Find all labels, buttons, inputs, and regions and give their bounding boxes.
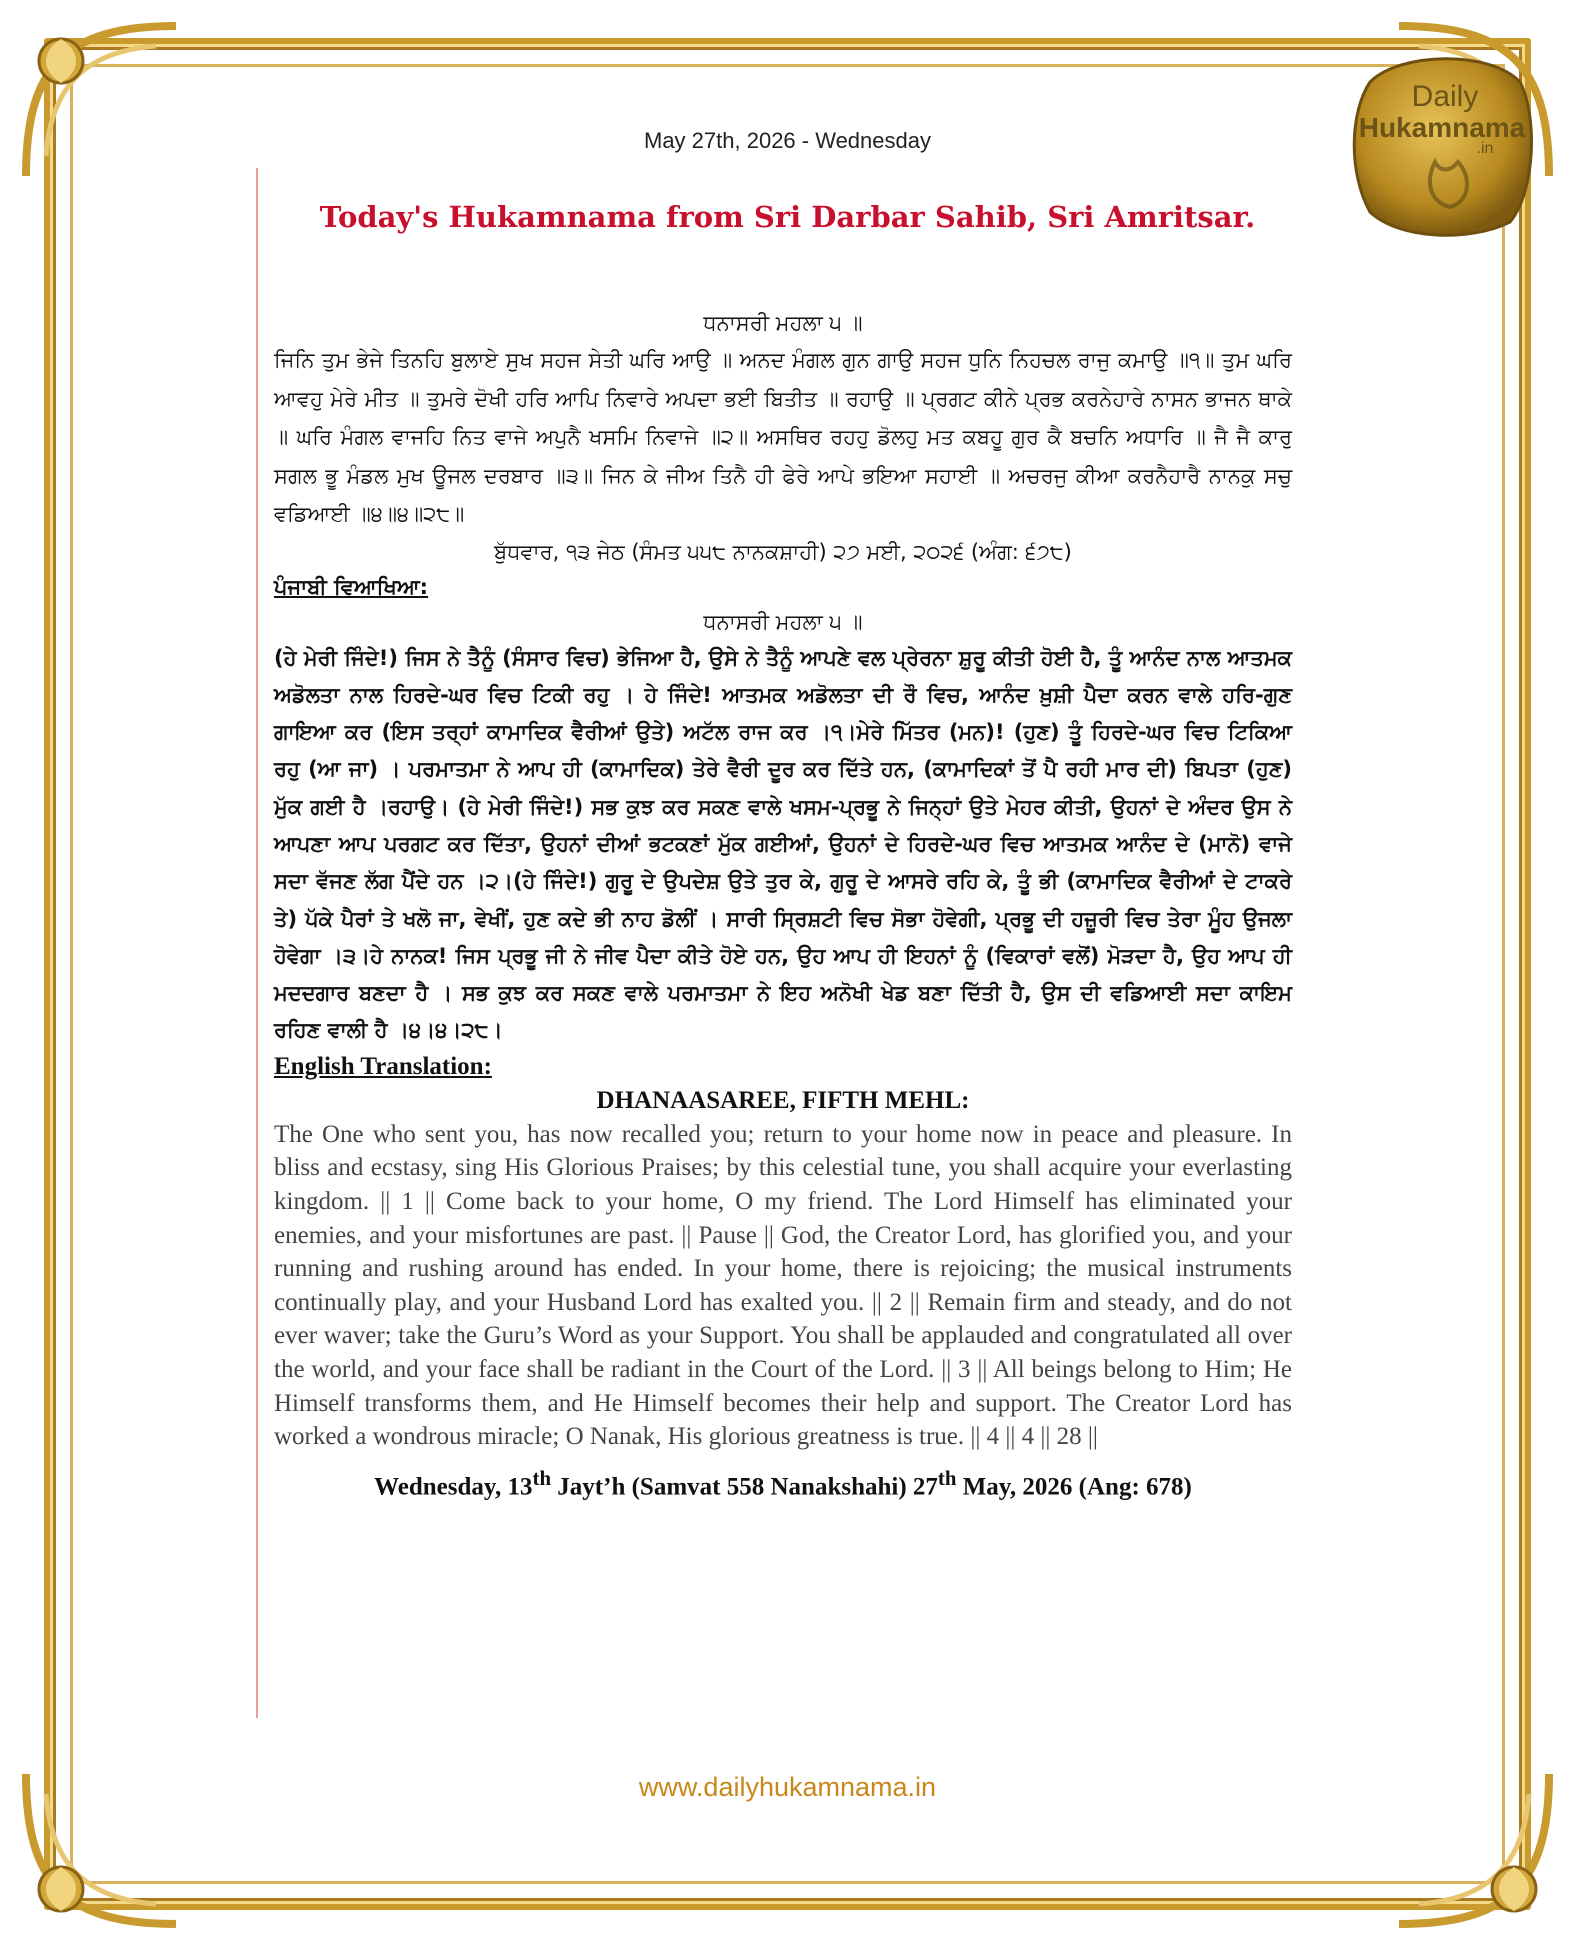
margin-rule [256,168,258,1718]
gurmukhi-date: ਬੁੱਧਵਾਰ, ੧੩ ਜੇਠ (ਸੰਮਤ ੫੫੮ ਨਾਨਕਸ਼ਾਹੀ) ੨੭ ਮਈ, ੨੦੨੬ (ਅੰਗ: ੬੭੮) [494,539,1072,564]
english-date-weekday: Wednesday, 13 [374,1473,533,1501]
english-date-sup-2: th [937,1465,957,1490]
page-title: Today's Hukamnama from Sri Darbar Sahib, Sri Amritsar. [319,200,1256,234]
seal-text-hukamnama: Hukamnama [1358,112,1526,143]
english-date-line [274,1458,1292,1507]
english-date-sup-1: th [532,1465,552,1490]
shabad-text: ਜਿਨਿ ਤੁਮ ਭੇਜੇ ਤਿਨਹਿ ਬੁਲਾਏ ਸੁਖ ਸਹਜ ਸੇਤੀ ਘਰਿ ਆਉ ॥ ਅਨਦ ਮੰਗਲ ਗੁਨ ਗਾਉ ਸਹਜ ਧੁਨਿ ਨਿਹਚਲ ਰਾਜੁ ਕਮਾਉ ॥੧॥ ਤੁਮ ਘਰਿ ਆਵਹੁ ਮੇਰੇ ਮੀਤ ॥ ਤੁਮਰੇ ਦੋਖੀ ਹਰਿ ਆਪਿ ਨਿਵਾਰੇ ਅਪਦਾ ਭਈ ਬਿਤੀਤ ॥ ਰਹਾਉ ॥ ਪ੍ਰਗਟ ਕੀਨੇ ਪ੍ਰਭ ਕਰਨੇਹਾਰੇ ਨਾਸਨ ਭਾਜਨ ਥਾਕੇ ॥ ਘਰਿ ਮੰਗਲ ਵਾਜਹਿ ਨਿਤ ਵਾਜੇ ਅਪੁਨੈ ਖਸਮਿ ਨਿਵਾਜੇ ॥੨॥ ਅਸਥਿਰ ਰਹਹੁ ਡੋਲਹੁ ਮਤ ਕਬਹੂ ਗੁਰ ਕੈ ਬਚਨਿ ਅਧਾਰਿ ॥ ਜੈ ਜੈ ਕਾਰੁ ਸਗਲ ਭੂ ਮੰਡਲ ਮੁਖ ਊਜਲ ਦਰਬਾਰ ॥੩॥ ਜਿਨ ਕੇ ਜੀਅ ਤਿਨੈ ਹੀ ਫੇਰੇ ਆਪੇ ਭਇਆ ਸਹਾਈ ॥ ਅਚਰਜੁ ਕੀਆ ਕਰਨੈਹਾਰੈ ਨਾਨਕੁ ਸਚੁ ਵਡਿਆਈ ॥੪॥੪॥੨੮॥ [274,348,1292,526]
english-translation-label: English Translation: [274,1052,492,1080]
date-line: May 27th, 2026 - Wednesday [644,128,931,153]
raag-heading: ਧਨਾਸਰੀ ਮਹਲਾ ੫ ॥ [703,311,863,335]
punjabi-explanation-label: ਪੰਜਾਬੀ ਵਿਆਖਿਆ: [274,574,429,599]
punjabi-explanation: (ਹੇ ਮੇਰੀ ਜਿੰਦੇ!) ਜਿਸ ਨੇ ਤੈਨੂੰ (ਸੰਸਾਰ ਵਿਚ) ਭੇਜਿਆ ਹੈ, ਉਸੇ ਨੇ ਤੈਨੂੰ ਆਪਣੇ ਵਲ ਪ੍ਰੇਰਨਾ ਸ਼ੁਰੂ ਕੀਤੀ ਹੋਈ ਹੈ, ਤੂੰ ਆਨੰਦ ਨਾਲ ਆਤਮਕ ਅਡੋਲਤਾ ਨਾਲ ਹਿਰਦੇ-ਘਰ ਵਿਚ ਟਿਕੀ ਰਹੁ । ਹੇ ਜਿੰਦੇ! ਆਤਮਕ ਅਡੋਲਤਾ ਦੀ ਰੌ ਵਿਚ, ਆਨੰਦ ਖ਼ੁਸ਼ੀ ਪੈਦਾ ਕਰਨ ਵਾਲੇ ਹਰਿ-ਗੁਣ ਗਾਇਆ ਕਰ (ਇਸ ਤਰ੍ਹਾਂ ਕਾਮਾਦਿਕ ਵੈਰੀਆਂ ਉਤੇ) ਅਟੱਲ ਰਾਜ ਕਰ ।੧।ਮੇਰੇ ਮਿੱਤਰ (ਮਨ)! (ਹੁਣ) ਤੂੰ ਹਿਰਦੇ-ਘਰ ਵਿਚ ਟਿਕਿਆ ਰਹੁ (ਆ ਜਾ) । ਪਰਮਾਤਮਾ ਨੇ ਆਪ ਹੀ (ਕਾਮਾਦਿਕ) ਤੇਰੇ ਵੈਰੀ ਦੂਰ ਕਰ ਦਿੱਤੇ ਹਨ, (ਕਾਮਾਦਿਕਾਂ ਤੋਂ ਪੈ ਰਹੀ ਮਾਰ ਦੀ) ਬਿਪਤਾ (ਹੁਣ) ਮੁੱਕ ਗਈ ਹੈ ।ਰਹਾਉ। (ਹੇ ਮੇਰੀ ਜਿੰਦੇ!) ਸਭ ਕੁਝ ਕਰ ਸਕਣ ਵਾਲੇ ਖਸਮ-ਪ੍ਰਭੂ ਨੇ ਜਿਨ੍ਹਾਂ ਉਤੇ ਮੇਹਰ ਕੀਤੀ, ਉਹਨਾਂ ਦੇ ਅੰਦਰ ਉਸ ਨੇ ਆਪਣਾ ਆਪ ਪਰਗਟ ਕਰ ਦਿੱਤਾ, ਉਹਨਾਂ ਦੀਆਂ ਭਟਕਣਾਂ ਮੁੱਕ ਗਈਆਂ, ਉਹਨਾਂ ਦੇ ਹਿਰਦੇ-ਘਰ ਵਿਚ ਆਤਮਕ ਆਨੰਦ ਦੇ (ਮਾਨੋ) ਵਾਜੇ ਸਦਾ ਵੱਜਣ ਲੱਗ ਪੈਂਦੇ ਹਨ ।੨।(ਹੇ ਜਿੰਦੇ!) ਗੁਰੂ ਦੇ ਉਪਦੇਸ਼ ਉਤੇ ਤੁਰ ਕੇ, ਗੁਰੂ ਦੇ ਆਸਰੇ ਰਹਿ ਕੇ, ਤੂੰ ਭੀ (ਕਾਮਾਦਿਕ ਵੈਰੀਆਂ ਦੇ ਟਾਕਰੇ ਤੇ) ਪੱਕੇ ਪੈਰਾਂ ਤੇ ਖਲੋ ਜਾ, ਵੇਖੀਂ, ਹੁਣ ਕਦੇ ਭੀ ਨਾਹ ਡੋਲੀਂ । ਸਾਰੀ ਸ੍ਰਿਸ਼ਟੀ ਵਿਚ ਸੋਭਾ ਹੋਵੇਗੀ, ਪ੍ਰਭੂ ਦੀ ਹਜ਼ੂਰੀ ਵਿਚ ਤੇਰਾ ਮੂੰਹ ਉਜਲਾ ਹੋਵੇਗਾ ।੩।ਹੇ ਨਾਨਕ! ਜਿਸ ਪ੍ਰਭੂ ਜੀ ਨੇ ਜੀਵ ਪੈਦਾ ਕੀਤੇ ਹੋਏ ਹਨ, ਉਹ ਆਪ ਹੀ ਇਹਨਾਂ ਨੂੰ (ਵਿਕਾਰਾਂ ਵਲੋਂ) ਮੋੜਦਾ ਹੈ, ਉਹ ਆਪ ਹੀ ਮਦਦਗਾਰ ਬਣਦਾ ਹੈ । ਸਭ ਕੁਝ ਕਰ ਸਕਣ ਵਾਲੇ ਪਰਮਾਤਮਾ ਨੇ ਇਹ ਅਨੋਖੀ ਖੇਡ ਬਣਾ ਦਿੱਤੀ ਹੈ, ਉਸ ਦੀ ਵਡਿਆਈ ਸਦਾ ਕਾਇਮ ਰਹਿਣ ਵਾਲੀ ਹੈ ।੪।੪।੨੮। [274,645,1292,1043]
english-heading: DHANAASAREE, FIFTH MEHL: [596,1086,970,1114]
english-date-tail: May, 2026 (Ang: 678) [956,1473,1192,1501]
website-link[interactable]: www.dailyhukamnama.in [638,1772,937,1802]
seal-text-in: .in [1476,140,1494,157]
english-date-mid: Jayt’h (Samvat 558 Nanakshahi) 27 [551,1473,938,1501]
ornament-corner-top-left [6,6,196,196]
main-content [274,305,1292,1507]
seal-text-daily: Daily [1411,80,1479,113]
punjabi-heading: ਧਨਾਸਰੀ ਮਹਲਾ ੫ ॥ [703,609,863,634]
english-translation: The One who sent you, has now recalled you; return to your home now in peace and pleasure. In bliss and ecstasy, sing His Glorious Praises; by this celestial tune, you shall acquire your everlasting kingdom. || 1 || Come back to your home, O my friend. The Lord Himself has eliminated your enemies, and your misfortunes are past. || Pause || God, the Creator Lord, has glorified you, and your running and rushing around has ended. In your home, there is rejoicing; the musical instruments continually play, and your Husband Lord has exalted you. || 2 || Remain firm and steady, and do not ever waver; take the Guru’s Word as your Support. You shall be applauded and congratulated all over the world, and your face shall be radiant in the Court of the Lord. || 3 || All beings belong to Him; He Himself transforms them, and He Himself becomes their help and support. The Creator Lord has worked a wondrous miracle; O Nanak, His glorious greatness is true. || 4 || 4 || 28 || [274,1120,1292,1451]
